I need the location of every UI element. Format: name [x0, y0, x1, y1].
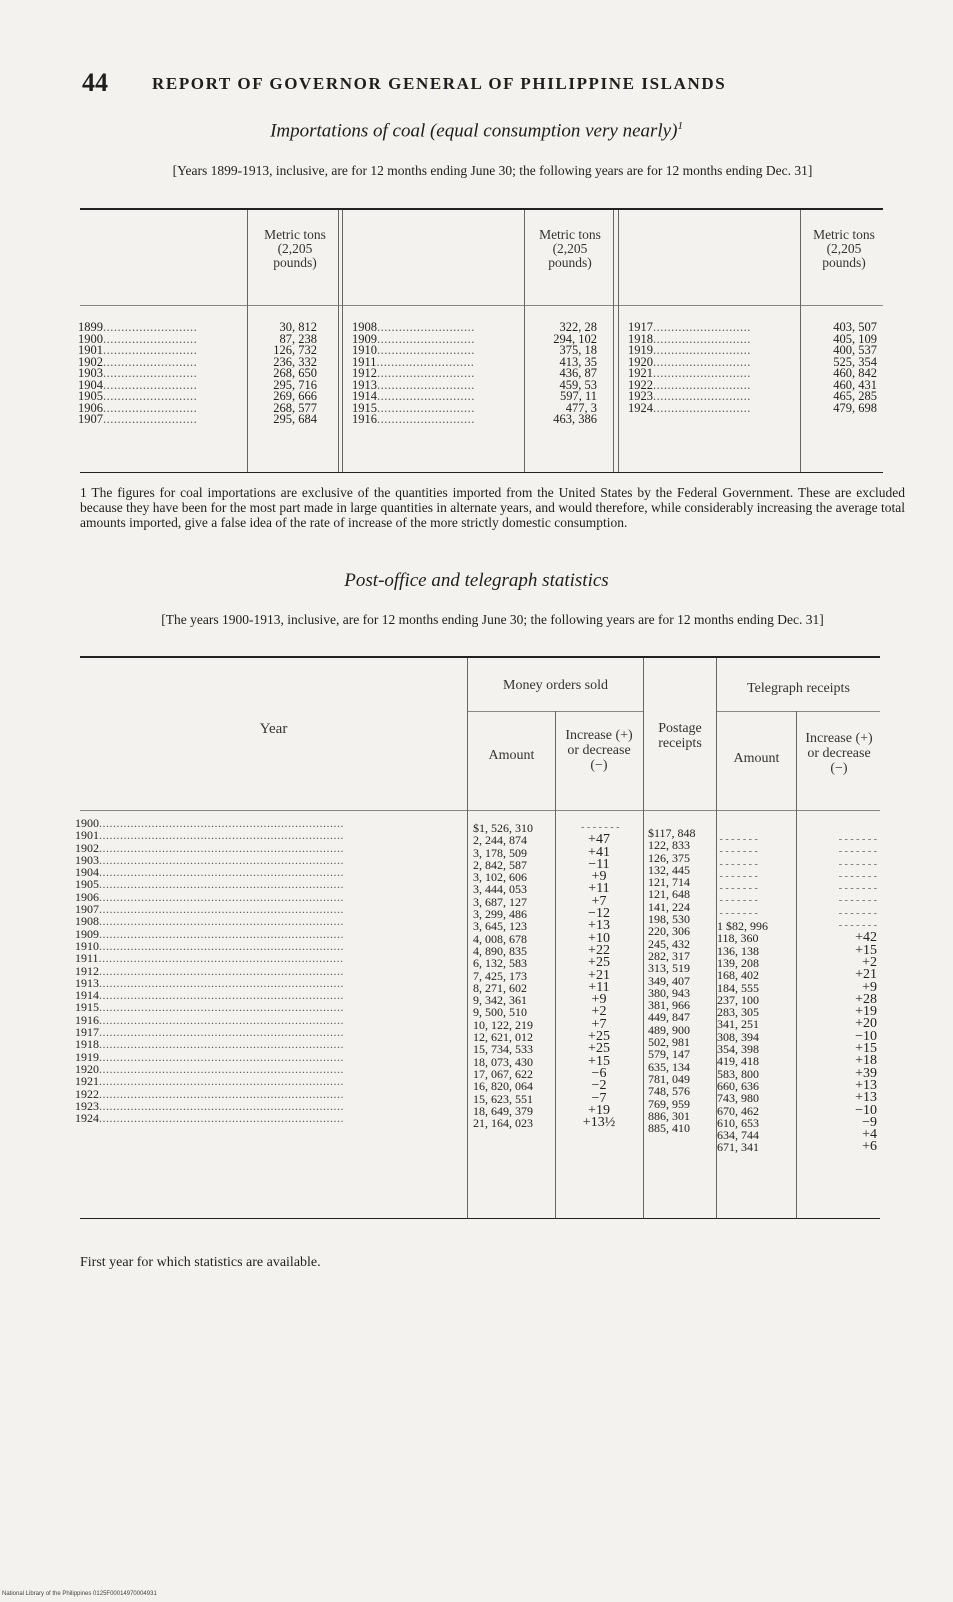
coal-footnote: 1 The figures for coal importations are exclusive of the quantities imported from the United States by the Federal Government. These are excluded because they have been for the most part made in large quantities in alternate years, and would therefore, while considerably increasing the average total amounts imported, give a false idea of the rate of increase of the more strictly domestic consumption.: [80, 485, 905, 530]
coal-year: 1902..........................: [78, 354, 198, 369]
mo-change: +11: [588, 881, 610, 897]
post-table-note: [The years 1900-1913, inclusive, are for 12 months ending June 30; the following years are for 12 months ending Dec. 31]: [161, 612, 824, 627]
mo-change: +41: [588, 844, 610, 860]
mo-amount-header: Amount: [488, 748, 535, 763]
coal-year: 1904..........................: [78, 377, 198, 392]
mo-change: +11: [588, 979, 610, 995]
coal-top-rule: [80, 208, 883, 210]
coal-divider: [338, 210, 339, 472]
mo-change: −2: [591, 1078, 607, 1094]
post-year: 1905......................................................................: [75, 877, 344, 892]
tel-amount: - - - - - - -: [717, 858, 758, 870]
mo-amount: $1, 526, 310: [473, 821, 533, 835]
mo-change: −6: [591, 1065, 607, 1081]
tel-change: +28: [855, 991, 877, 1007]
tel-amount: 168, 402: [717, 968, 759, 983]
tel-change: +13: [855, 1077, 877, 1093]
postage-value: 126, 375: [648, 850, 690, 865]
tel-change: - - - - - - -: [836, 834, 877, 845]
mo-change: −11: [588, 856, 610, 872]
coal-divider: [613, 210, 614, 472]
tel-change: +39: [855, 1065, 877, 1081]
coal-values-1: [255, 322, 317, 426]
tel-amount: 634, 744: [717, 1128, 759, 1143]
coal-year: 1908...........................: [352, 320, 475, 334]
mo-amount: 4, 890, 835: [473, 943, 527, 958]
coal-year: 1910...........................: [352, 343, 475, 357]
coal-year: 1920...........................: [628, 354, 751, 369]
tel-change: - - - - - - -: [836, 907, 877, 919]
postage-value: 313, 519: [648, 961, 690, 976]
postage-value: 141, 224: [648, 899, 690, 914]
tel-change: - - - - - - -: [836, 858, 877, 870]
coal-value: 525, 354: [833, 354, 877, 369]
coal-value: 268, 577: [273, 400, 317, 415]
mo-amount: 7, 425, 173: [473, 968, 527, 983]
tel-amount: 184, 555: [717, 980, 759, 995]
postage-header: Postage receipts: [658, 721, 702, 751]
mo-change: +25: [588, 1041, 610, 1057]
postage-value: 489, 900: [648, 1022, 690, 1037]
post-year: 1912......................................................................: [75, 963, 344, 978]
post-year: 1913......................................................................: [75, 975, 344, 990]
post-year: 1914......................................................................: [75, 988, 344, 1003]
postage-value: 769, 959: [648, 1096, 690, 1111]
coal-value: 477, 3: [565, 400, 597, 415]
mo-amount: 10, 122, 219: [473, 1017, 533, 1032]
post-year: 1902......................................................................: [75, 840, 344, 855]
postage-value: 198, 530: [648, 912, 690, 927]
mo-amount: 8, 271, 602: [473, 980, 527, 995]
mo-amount: 3, 102, 606: [473, 870, 527, 885]
post-year: 1916......................................................................: [75, 1012, 344, 1027]
coal-value: 322, 28: [559, 320, 597, 334]
coal-years-2: [352, 322, 522, 426]
tel-change: +4: [862, 1127, 877, 1143]
tel-change: +21: [855, 967, 877, 983]
postage-value: 449, 847: [648, 1010, 690, 1025]
mo-change: +2: [591, 1004, 607, 1020]
coal-value: 459, 53: [559, 377, 597, 392]
coal-value: 413, 35: [559, 354, 597, 369]
tel-change: - - - - - - -: [836, 846, 877, 858]
mo-amount-values: [473, 822, 555, 1129]
tel-change-values: [797, 834, 877, 1154]
mo-amount: 3, 178, 509: [473, 845, 527, 860]
post-year: 1903......................................................................: [75, 852, 344, 867]
mo-change: +7: [591, 1016, 607, 1032]
post-year: 1919......................................................................: [75, 1049, 344, 1064]
coal-year: 1907..........................: [78, 412, 198, 426]
coal-col-header-1: Metric tons (2,205 pounds): [264, 227, 326, 270]
tel-amount: - - - - - - -: [717, 883, 758, 895]
post-year: 1900......................................................................: [75, 816, 344, 830]
tel-increase-header: Increase (+) or decrease (−): [805, 731, 873, 776]
tel-amount: - - - - - - -: [717, 870, 758, 882]
postage-value: 132, 445: [648, 862, 690, 877]
coal-year: 1917...........................: [628, 320, 751, 334]
coal-value: 465, 285: [833, 389, 877, 403]
tel-amount: 419, 418: [717, 1054, 759, 1069]
coal-value: 87, 238: [279, 331, 317, 346]
postage-value: 121, 648: [648, 887, 690, 902]
mo-change: +19: [588, 1102, 610, 1118]
coal-value: 236, 332: [273, 354, 317, 369]
mo-amount: 2, 842, 587: [473, 857, 527, 872]
telegraph-header: Telegraph receipts: [747, 681, 850, 696]
tel-change: +9: [862, 979, 877, 995]
post-year: 1908......................................................................: [75, 914, 344, 929]
mo-change: +15: [588, 1053, 610, 1069]
postage-value: 349, 407: [648, 973, 690, 988]
mo-amount: 3, 687, 127: [473, 894, 527, 909]
mo-change: +9: [591, 992, 607, 1008]
mo-amount: 2, 244, 874: [473, 833, 527, 848]
post-year: 1910......................................................................: [75, 938, 344, 953]
tel-change: +13: [855, 1090, 877, 1106]
tel-change: +15: [855, 942, 877, 958]
tel-amount: 283, 305: [717, 1005, 759, 1020]
tel-amount: 118, 360: [717, 931, 759, 946]
mo-amount: 4, 008, 678: [473, 931, 527, 946]
post-year: 1922......................................................................: [75, 1086, 344, 1101]
coal-value: 436, 87: [559, 366, 597, 380]
mo-amount: 3, 645, 123: [473, 919, 527, 934]
tel-amount-header: Amount: [733, 751, 780, 766]
coal-value: 400, 537: [833, 343, 877, 357]
coal-col-header-3: Metric tons (2,205 pounds): [813, 227, 875, 270]
postage-values: [648, 827, 716, 1134]
mo-change: +7: [591, 893, 607, 909]
postage-value: 781, 049: [648, 1071, 690, 1086]
postage-value: 579, 147: [648, 1047, 690, 1062]
mo-change: +21: [588, 967, 610, 983]
postage-value: $117, 848: [648, 826, 696, 840]
coal-year: 1924...........................: [628, 400, 751, 415]
mo-change: −7: [591, 1090, 607, 1106]
coal-year: 1918...........................: [628, 331, 751, 346]
mo-amount: 21, 164, 023: [473, 1116, 533, 1131]
coal-years-3: [628, 322, 798, 414]
coal-table-note: [Years 1899-1913, inclusive, are for 12 months ending June 30; the following years are for 12 months ending Dec. 31]: [172, 163, 813, 178]
tel-change: +6: [862, 1139, 877, 1155]
postage-value: 122, 833: [648, 838, 690, 853]
tel-amount: 743, 980: [717, 1091, 759, 1106]
postage-value: 220, 306: [648, 924, 690, 939]
tel-amount: - - - - - - -: [717, 834, 758, 845]
mo-amount: 15, 734, 533: [473, 1042, 533, 1057]
tel-amount: 139, 208: [717, 955, 759, 970]
tel-amount: 237, 100: [717, 992, 759, 1007]
year-header: Year: [259, 721, 288, 737]
coal-year: 1913...........................: [352, 377, 475, 392]
running-head: REPORT OF GOVERNOR GENERAL OF PHILIPPINE ISLANDS: [152, 74, 727, 93]
postage-value: 748, 576: [648, 1084, 690, 1099]
mo-amount: 12, 621, 012: [473, 1030, 533, 1045]
mo-amount: 16, 820, 064: [473, 1079, 533, 1094]
post-year: 1904......................................................................: [75, 865, 344, 880]
tel-change: - - - - - - -: [836, 883, 877, 895]
coal-value: 375, 18: [559, 343, 597, 357]
coal-values-3: [805, 322, 877, 414]
coal-year: 1900..........................: [78, 331, 198, 346]
tel-amount: 341, 251: [717, 1017, 759, 1032]
coal-divider: [247, 210, 248, 472]
coal-divider: [342, 210, 343, 472]
post-top-rule: [80, 656, 880, 658]
postage-value: 502, 981: [648, 1035, 690, 1050]
tel-change: +20: [855, 1016, 877, 1032]
coal-year: 1905..........................: [78, 389, 198, 403]
postage-value: 245, 432: [648, 936, 690, 951]
tel-amount: - - - - - - -: [717, 907, 758, 919]
coal-value: 460, 431: [833, 377, 877, 392]
postage-value: 635, 134: [648, 1059, 690, 1074]
post-year: 1921......................................................................: [75, 1074, 344, 1089]
coal-year: 1916...........................: [352, 412, 475, 426]
tel-amount: 583, 800: [717, 1066, 759, 1081]
coal-value: 294, 102: [553, 331, 597, 346]
tel-amount: 660, 636: [717, 1078, 759, 1093]
tel-change: −10: [855, 1028, 877, 1044]
mo-amount: 18, 073, 430: [473, 1054, 533, 1069]
coal-value: 479, 698: [833, 400, 877, 415]
post-header-rule: [80, 810, 880, 811]
mo-amount: 9, 500, 510: [473, 1005, 527, 1020]
post-year: 1917......................................................................: [75, 1025, 344, 1040]
postage-value: 121, 714: [648, 875, 690, 890]
coal-year: 1922...........................: [628, 377, 751, 392]
tel-change: +19: [855, 1004, 877, 1020]
coal-divider: [618, 210, 619, 472]
tel-change: −10: [855, 1102, 877, 1118]
postage-value: 885, 410: [648, 1121, 690, 1136]
mo-change: +9: [591, 869, 607, 885]
post-year: 1918......................................................................: [75, 1037, 344, 1052]
coal-value: 405, 109: [833, 331, 877, 346]
mo-amount: 18, 649, 379: [473, 1103, 533, 1118]
coal-value: 269, 666: [273, 389, 317, 403]
tel-amount: 610, 653: [717, 1115, 759, 1130]
coal-col-header-2: Metric tons (2,205 pounds): [539, 227, 601, 270]
coal-year: 1899..........................: [78, 320, 198, 334]
money-orders-header: Money orders sold: [503, 678, 608, 693]
tel-amount: - - - - - - -: [717, 846, 758, 858]
mo-amount: 17, 067, 622: [473, 1066, 533, 1081]
postage-value: 282, 317: [648, 948, 690, 963]
mo-change: +25: [588, 955, 610, 971]
tel-change: +42: [855, 930, 877, 946]
coal-divider: [800, 210, 801, 472]
coal-year: 1906..........................: [78, 400, 198, 415]
mo-amount: 6, 132, 583: [473, 956, 527, 971]
post-year: 1923......................................................................: [75, 1098, 344, 1113]
coal-year: 1923...........................: [628, 389, 751, 403]
mo-change: −12: [588, 906, 610, 922]
postage-value: 381, 966: [648, 998, 690, 1013]
coal-table-title: Importations of coal (equal consumption very nearly)$^1$: [270, 120, 683, 142]
mo-increase-header: Increase (+) or decrease (−): [565, 728, 633, 773]
coal-value: 30, 812: [279, 320, 317, 334]
coal-year: 1914...........................: [352, 389, 475, 403]
coal-year: 1912...........................: [352, 366, 475, 380]
coal-header-rule: [80, 305, 883, 306]
post-year: 1911......................................................................: [75, 951, 344, 966]
mo-change: +47: [588, 832, 610, 848]
coal-value: 597, 11: [559, 389, 597, 403]
post-footnote: First year for which statistics are available.: [80, 1255, 321, 1270]
coal-value: 295, 684: [273, 412, 317, 426]
tel-amount: 354, 398: [717, 1042, 759, 1057]
coal-year: 1909...........................: [352, 331, 475, 346]
telegraph-subrule: [717, 711, 880, 712]
coal-year: 1901..........................: [78, 343, 198, 357]
post-divider: [467, 658, 468, 1218]
post-year: 1920......................................................................: [75, 1061, 344, 1076]
post-divider: [555, 711, 556, 1218]
page-header: [82, 68, 902, 98]
post-year: 1909......................................................................: [75, 926, 344, 941]
coal-years-1: [78, 322, 243, 426]
mo-change: +13½: [582, 1115, 616, 1131]
coal-value: 268, 650: [273, 366, 317, 380]
post-year: 1906......................................................................: [75, 889, 344, 904]
tel-amount: 671, 341: [717, 1140, 759, 1155]
page-number: 44: [82, 68, 108, 97]
post-years: [75, 817, 465, 1124]
tel-change: +18: [855, 1053, 877, 1069]
tel-amount: - - - - - - -: [717, 895, 758, 907]
tel-change: +2: [862, 954, 877, 970]
mo-change: +22: [588, 942, 610, 958]
scan-credit: National Library of the Philippines 0125F00014970004931: [2, 1591, 157, 1597]
coal-year: 1921...........................: [628, 366, 751, 380]
tel-change: - - - - - - -: [836, 920, 877, 932]
mo-amount: 9, 342, 361: [473, 993, 527, 1008]
coal-year: 1919...........................: [628, 343, 751, 357]
coal-year: 1903..........................: [78, 366, 198, 380]
coal-value: 463, 386: [553, 412, 597, 426]
coal-year: 1915...........................: [352, 400, 475, 415]
tel-amount: 670, 462: [717, 1103, 759, 1118]
tel-change: - - - - - - -: [836, 895, 877, 907]
mo-change: +10: [588, 930, 610, 946]
coal-divider: [524, 210, 525, 472]
tel-amount: 308, 394: [717, 1029, 759, 1044]
post-table-title: Post-office and telegraph statistics: [344, 570, 609, 591]
mo-change-values: [557, 822, 641, 1129]
post-year: 1901......................................................................: [75, 828, 344, 843]
mo-amount: 3, 444, 053: [473, 882, 527, 897]
coal-year: 1911...........................: [352, 354, 475, 369]
coal-value: 295, 716: [273, 377, 317, 392]
post-year: 1924......................................................................: [75, 1111, 344, 1126]
post-year: 1915......................................................................: [75, 1000, 344, 1015]
coal-value: 403, 507: [833, 320, 877, 334]
tel-change: - - - - - - -: [836, 870, 877, 882]
post-divider: [643, 658, 644, 1218]
tel-change: +15: [855, 1041, 877, 1057]
mo-change: +13: [588, 918, 610, 934]
coal-value: 126, 732: [273, 343, 317, 357]
tel-amount: 136, 138: [717, 943, 759, 958]
tel-change: −9: [862, 1114, 877, 1130]
coal-values-2: [535, 322, 597, 426]
postage-value: 380, 943: [648, 985, 690, 1000]
mo-change: +25: [588, 1029, 610, 1045]
coal-bottom-rule: [80, 472, 883, 473]
mo-amount: 15, 623, 551: [473, 1091, 533, 1106]
mo-amount: 3, 299, 486: [473, 907, 527, 922]
post-bottom-rule: [80, 1218, 880, 1219]
coal-value: 460, 842: [833, 366, 877, 380]
tel-amount-values: [717, 834, 795, 1154]
postage-value: 886, 301: [648, 1108, 690, 1123]
post-year: 1907......................................................................: [75, 902, 344, 917]
tel-amount: 1 $82, 996: [717, 919, 768, 934]
mo-change: - - - - - - -: [578, 822, 620, 833]
